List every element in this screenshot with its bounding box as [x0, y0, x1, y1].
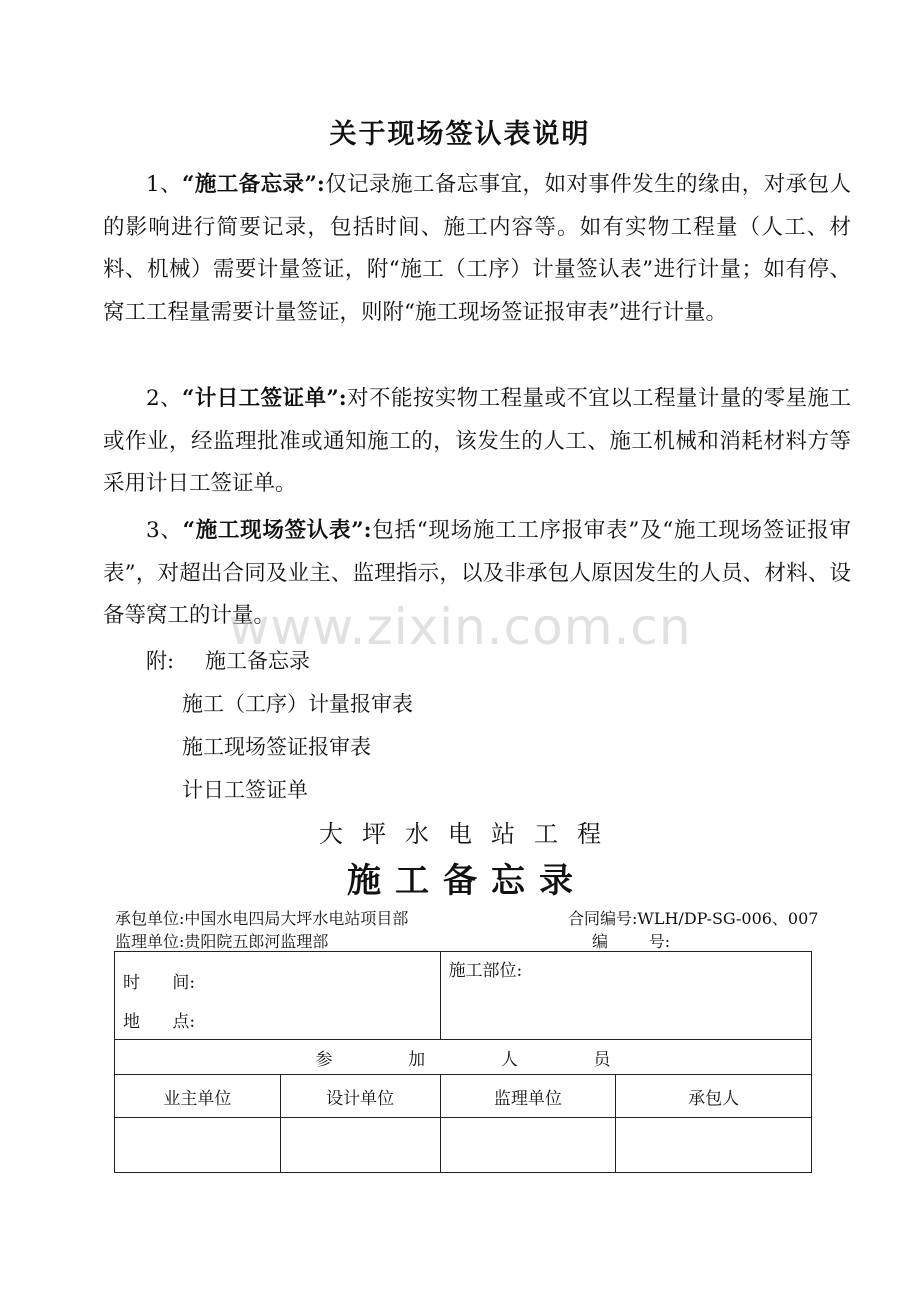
attachments-label: 附:	[146, 649, 175, 673]
contract-no-line	[568, 906, 818, 929]
item-1-paragraph	[103, 164, 851, 334]
item-2-paragraph	[103, 378, 851, 506]
supervisor-label: 监理单位:	[115, 932, 185, 951]
watermark: www.zixin.com.cn	[228, 598, 692, 656]
time-label: 时 间:	[123, 973, 196, 993]
column-header-supervisor: 监理单位	[440, 1075, 616, 1118]
attachment-item: 施工（工序）计量报审表	[182, 692, 413, 716]
contractor-label: 承包单位:	[115, 909, 185, 928]
participants-label: 参 加 人 员	[315, 1049, 611, 1070]
contractor-value: 中国水电四局大坪水电站项目部	[184, 909, 409, 928]
item-3-number: 3、	[146, 518, 183, 543]
supervisor-line	[115, 929, 328, 952]
column-header-design: 设计单位	[280, 1075, 440, 1118]
place-label: 地 点:	[123, 1012, 196, 1032]
contract-no-value: WLH/DP-SG-006、007	[637, 909, 819, 928]
item-2-colon: :	[338, 386, 347, 411]
supervisor-signature-cell[interactable]	[440, 1118, 616, 1173]
item-3-colon: :	[363, 518, 372, 543]
design-signature-cell[interactable]	[280, 1118, 440, 1173]
item-1-name: “施工备忘录”	[182, 172, 317, 197]
contractor-signature-cell[interactable]	[616, 1118, 812, 1173]
item-3-text: 包括“现场施工工序报审表”及“施工现场签证报审表”，对超出合同及业主、监理指示，以及非承包人原因发生的人员、材料、设备等窝工的计量。	[103, 518, 852, 628]
page-title: 关于现场签认表说明	[329, 119, 591, 150]
number-label: 编 号:	[592, 932, 671, 951]
attachment-item: 施工备忘录	[205, 649, 310, 673]
time-place-cell	[115, 952, 441, 1040]
owner-signature-cell[interactable]	[115, 1118, 281, 1173]
supervisor-value: 贵阳院五郎河监理部	[184, 932, 329, 951]
participants-header	[115, 1040, 812, 1075]
item-3-name: “施工现场签认表”	[182, 518, 364, 543]
project-name: 大坪水电站工程	[319, 820, 620, 848]
column-header-contractor: 承包人	[616, 1075, 812, 1118]
memo-form-table	[114, 951, 812, 1173]
item-1-number: 1、	[146, 172, 183, 197]
column-header-owner: 业主单位	[115, 1075, 281, 1118]
item-1-colon: :	[316, 172, 325, 197]
item-1-text: 仅记录施工备忘事宜，如对事件发生的缘由，对承包人的影响进行简要记录，包括时间、施工内容等。如有实物工程量（人工、材料、机械）需要计量签证，附“施工（工序）计量签认表”进行计量；如有停、窝工工程量需要计量签证，则附“施工现场签证报审表”进行计量。	[103, 172, 851, 325]
item-2-name: “计日工签证单”	[182, 386, 339, 411]
contractor-line	[115, 906, 408, 929]
attachment-item: 施工现场签证报审表	[182, 735, 371, 759]
form-title: 施工备忘录	[347, 861, 587, 901]
location-cell[interactable]	[440, 952, 811, 1040]
attachment-item: 计日工签证单	[182, 778, 308, 802]
item-2-text: 对不能按实物工程量或不宜以工程量计量的零星施工或作业，经监理批准或通知施工的，该发生的人工、施工机械和消耗材料方等采用计日工签证单。	[103, 386, 851, 496]
contract-no-label: 合同编号:	[568, 909, 638, 928]
item-2-number: 2、	[146, 386, 183, 411]
location-label: 施工部位:	[448, 961, 523, 981]
